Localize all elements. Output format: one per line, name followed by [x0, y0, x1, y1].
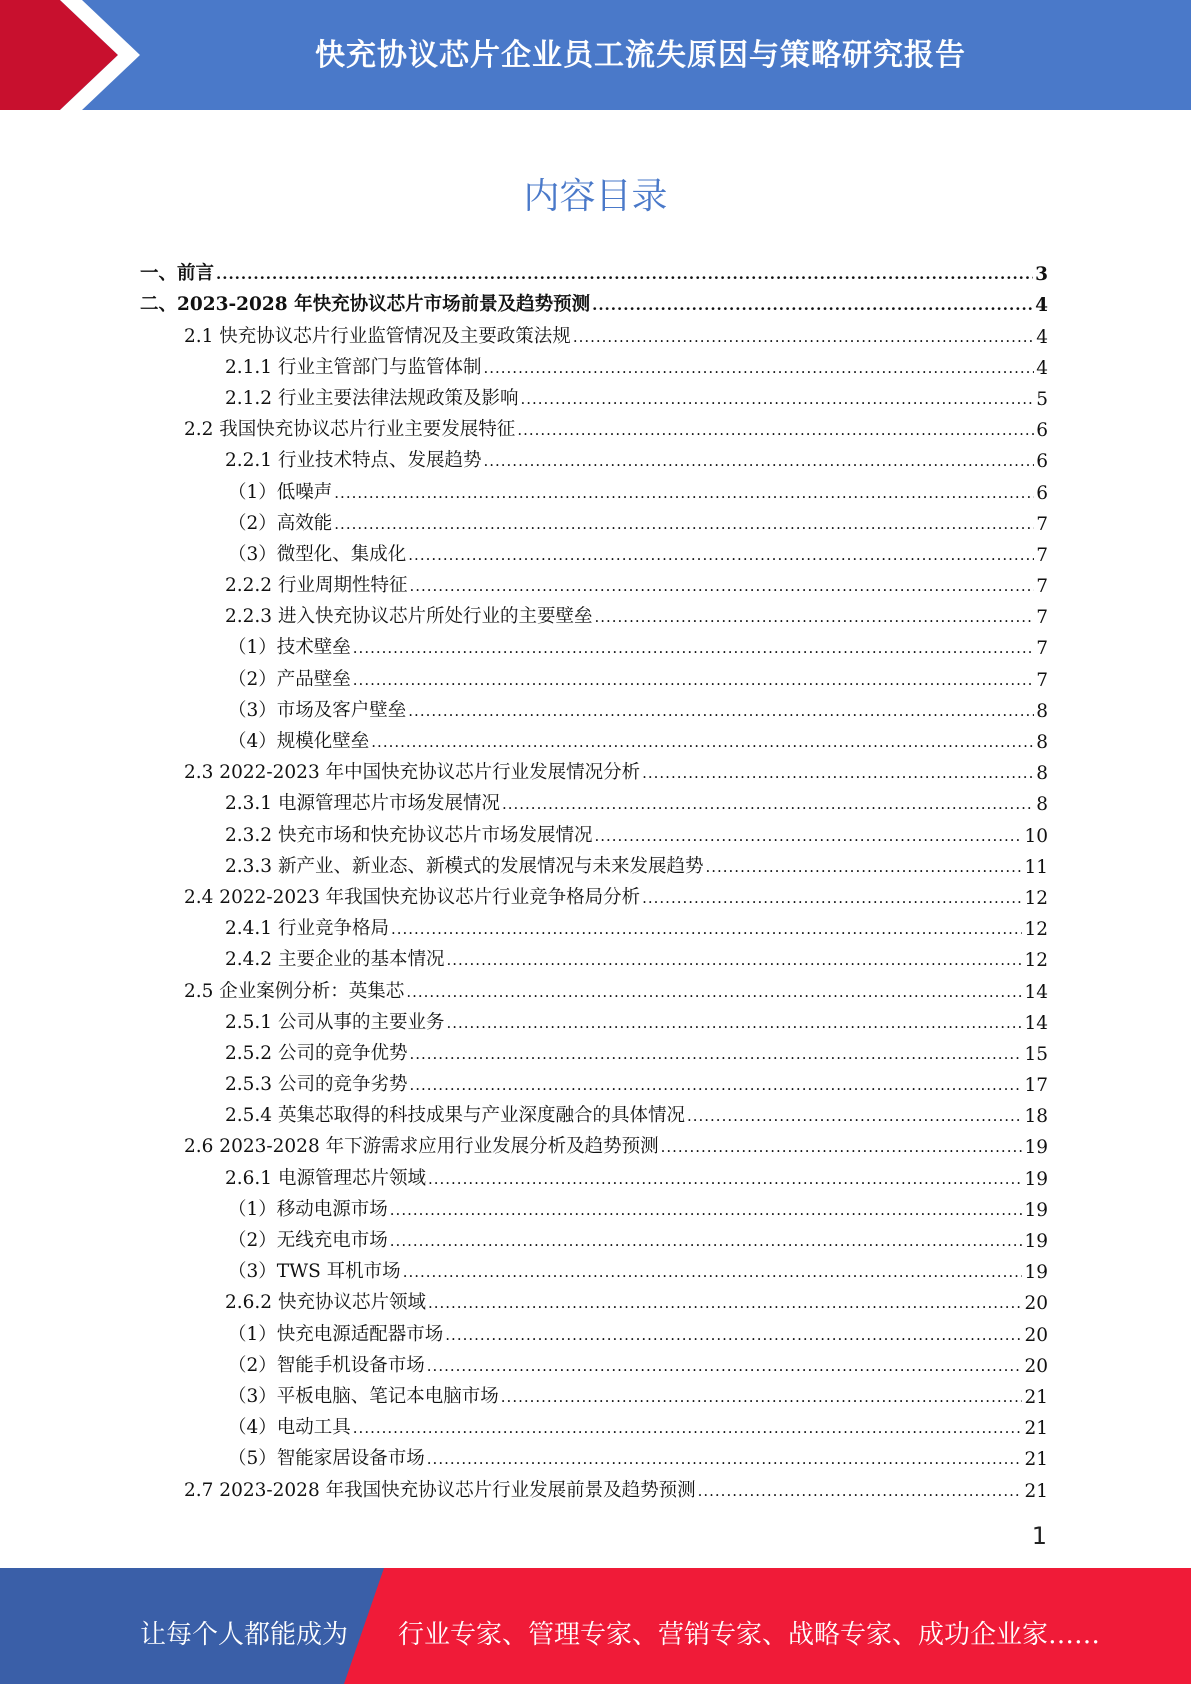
toc-dot-leader [520, 392, 1034, 410]
toc-entry-title: 2.5.2 公司的竞争优势 [225, 1042, 408, 1064]
toc-entry-page: 19 [1024, 1231, 1048, 1252]
toc-entry-title: （3）市场及客户壁垒 [228, 699, 407, 721]
toc-dot-leader [353, 641, 1034, 659]
toc-dot-leader [428, 1172, 1022, 1190]
toc-entry[interactable] [140, 1065, 1048, 1096]
toc-entry[interactable] [140, 1408, 1048, 1439]
toc-entry[interactable] [140, 722, 1048, 753]
toc-entry[interactable] [140, 940, 1048, 971]
toc-entry-title: （1）快充电源适配器市场 [228, 1323, 444, 1345]
toc-entry-title: （1）低噪声 [228, 481, 333, 503]
toc-entry[interactable] [140, 878, 1048, 909]
toc-dot-leader [409, 579, 1034, 597]
toc-entry-title: （3）平板电脑、笔记本电脑市场 [228, 1385, 499, 1407]
toc-entry-title: （2）高效能 [228, 512, 333, 534]
toc-entry[interactable] [140, 1158, 1048, 1189]
toc-entry[interactable] [140, 566, 1048, 597]
toc-entry-title: 2.1.2 行业主要法律法规政策及影响 [225, 387, 519, 409]
toc-entry-page: 19 [1024, 1199, 1048, 1221]
toc-entry-page: 8 [1036, 732, 1048, 753]
toc-dot-leader [216, 267, 1033, 285]
toc-dot-leader [687, 1109, 1022, 1127]
toc-entry-title: 二、2023-2028 年快充协议芯片市场前景及趋势预测 [140, 294, 591, 316]
toc-entry-page: 20 [1024, 1293, 1048, 1315]
toc-entry[interactable] [140, 1221, 1048, 1252]
toc-entry[interactable] [140, 1096, 1048, 1127]
toc-dot-leader [705, 860, 1022, 878]
toc-dot-leader [428, 1296, 1022, 1314]
toc-dot-leader [445, 1328, 1022, 1346]
toc-entry-page: 21 [1024, 1480, 1048, 1502]
toc-entry-title: （2）产品壁垒 [228, 668, 351, 690]
toc-entry[interactable] [140, 753, 1048, 784]
toc-dot-leader [427, 1359, 1023, 1377]
toc-entry[interactable] [140, 472, 1048, 503]
toc-entry[interactable] [140, 691, 1048, 722]
toc-entry-page: 7 [1036, 669, 1048, 691]
toc-entry-title: 2.2.2 行业周期性特征 [225, 575, 408, 597]
toc-entry-title: 2.1.1 行业主管部门与监管体制 [225, 356, 482, 378]
toc-entry[interactable] [140, 659, 1048, 690]
toc-entry[interactable] [140, 1252, 1048, 1283]
toc-entry-page: 20 [1024, 1324, 1048, 1346]
toc-dot-leader [517, 423, 1034, 441]
toc-dot-leader [403, 1265, 1023, 1283]
toc-entry-title: 2.5.1 公司从事的主要业务 [225, 1011, 445, 1033]
toc-entry-page: 6 [1036, 451, 1048, 473]
toc-entry-title: 2.6.1 电源管理芯片领域 [225, 1167, 426, 1189]
toc-entry-title: 2.3.3 新产业、新业态、新模式的发展情况与未来发展趋势 [225, 855, 704, 877]
toc-dot-leader [594, 610, 1034, 628]
toc-dot-leader [573, 330, 1034, 348]
toc-entry-title: 2.1 快充协议芯片行业监管情况及主要政策法规 [184, 325, 571, 347]
toc-entry[interactable] [140, 285, 1048, 316]
toc-entry[interactable] [140, 597, 1048, 628]
toc-entry-title: 2.5 企业案例分析：英集芯 [184, 980, 405, 1002]
toc-dot-leader [446, 1016, 1022, 1034]
toc-dot-leader [390, 1203, 1023, 1221]
toc-entry-page: 8 [1036, 700, 1048, 722]
toc-dot-leader [483, 454, 1034, 472]
toc-dot-leader [353, 673, 1034, 691]
toc-entry[interactable] [140, 441, 1048, 472]
toc-entry[interactable] [140, 410, 1048, 441]
toc-entry-title: （1）技术壁垒 [228, 637, 351, 659]
toc-dot-leader [483, 361, 1034, 379]
toc-entry[interactable] [140, 1003, 1048, 1034]
toc-dot-leader [371, 735, 1034, 753]
toc-entry[interactable] [140, 1314, 1048, 1345]
toc-dot-leader [698, 1484, 1023, 1502]
toc-entry-page: 7 [1036, 638, 1048, 660]
toc-entry[interactable] [140, 1439, 1048, 1470]
toc-dot-leader [642, 766, 1034, 784]
toc-entry-page: 18 [1024, 1106, 1048, 1128]
toc-entry-page: 12 [1024, 887, 1048, 909]
toc-entry-title: 2.6 2023-2028 年下游需求应用行业发展分析及趋势预测 [184, 1136, 659, 1158]
toc-entry-page: 7 [1036, 544, 1048, 566]
toc-entry-page: 10 [1024, 825, 1048, 847]
toc-entry-title: （2）无线充电市场 [228, 1230, 388, 1251]
toc-entry-title: 2.3.2 快充市场和快充协议芯片市场发展情况 [225, 824, 593, 846]
toc-entry[interactable] [140, 1377, 1048, 1408]
toc-entry-title: （3）微型化、集成化 [228, 543, 407, 565]
toc-entry[interactable] [140, 1034, 1048, 1065]
toc-entry-page: 12 [1024, 950, 1048, 972]
toc-entry-page: 3 [1035, 264, 1048, 286]
toc-dot-leader [501, 1390, 1023, 1408]
toc-dot-leader [353, 1421, 1023, 1439]
page-footer [0, 1568, 1191, 1684]
toc-dot-leader [408, 704, 1034, 722]
toc-entry-title: （4）电动工具 [228, 1417, 351, 1439]
toc-entry-title: （3）TWS 耳机市场 [228, 1261, 401, 1283]
report-title: 快充协议芯片企业员工流失原因与策略研究报告 [315, 38, 966, 73]
toc-entry-page: 6 [1036, 420, 1048, 442]
toc-entry-title: 2.3 2022-2023 年中国快充协议芯片行业发展情况分析 [184, 762, 641, 784]
toc-entry[interactable] [140, 784, 1048, 815]
toc-entry[interactable] [140, 815, 1048, 846]
toc-entry-page: 19 [1024, 1262, 1048, 1284]
toc-entry-title: 2.4.1 行业竞争格局 [225, 918, 389, 940]
toc-entry-page: 21 [1024, 1418, 1048, 1440]
toc-entry[interactable] [140, 316, 1048, 347]
toc-entry[interactable] [140, 348, 1048, 379]
toc-entry-page: 19 [1024, 1168, 1048, 1190]
footer-slogan-right: 行业专家、管理专家、营销专家、战略专家、成功企业家…… [398, 1620, 1101, 1650]
toc-entry-page: 5 [1036, 388, 1048, 410]
footer-slogan-left: 让每个人都能成为 [140, 1620, 349, 1650]
page-header [0, 0, 1191, 110]
toc-entry[interactable] [140, 254, 1048, 285]
toc-entry-page: 4 [1036, 357, 1048, 379]
toc-dot-leader [446, 953, 1022, 971]
toc-entry-title: 2.4 2022-2023 年我国快充协议芯片行业竞争格局分析 [184, 886, 641, 908]
toc-entry-page: 6 [1036, 482, 1048, 504]
toc-entry-page: 7 [1036, 607, 1048, 629]
toc-heading: 内容目录 [523, 176, 668, 217]
toc-entry-page: 21 [1024, 1449, 1048, 1471]
toc-entry-page: 8 [1036, 763, 1048, 785]
toc-dot-leader [406, 985, 1022, 1003]
toc-entry-title: （5）智能家居设备市场 [228, 1448, 425, 1470]
toc-dot-leader [334, 486, 1034, 504]
toc-entry-page: 15 [1024, 1043, 1048, 1065]
toc-entry[interactable] [140, 909, 1048, 940]
toc-entry-page: 7 [1036, 513, 1048, 535]
toc-dot-leader [502, 797, 1034, 815]
toc-entry-page: 14 [1024, 981, 1048, 1003]
toc-entry[interactable] [140, 1127, 1048, 1158]
toc-dot-leader [390, 1234, 1023, 1252]
toc-entry[interactable] [140, 1346, 1048, 1377]
toc-entry[interactable] [140, 847, 1048, 878]
toc-entry-title: 2.2 我国快充协议芯片行业主要发展特征 [184, 419, 516, 441]
toc-entry-title: （2）智能手机设备市场 [228, 1354, 425, 1376]
toc-entry[interactable] [140, 971, 1048, 1002]
toc-entry-title: 2.5.4 英集芯取得的科技成果与产业深度融合的具体情况 [225, 1105, 685, 1127]
toc-entry-title: 2.5.3 公司的竞争劣势 [225, 1074, 408, 1096]
toc-dot-leader [642, 891, 1022, 909]
toc-entry-title: 2.2.1 行业技术特点、发展趋势 [225, 450, 482, 472]
toc-entry-title: 2.4.2 主要企业的基本情况 [225, 949, 445, 971]
toc-entry[interactable] [140, 535, 1048, 566]
toc-entry-page: 11 [1024, 856, 1048, 878]
toc-dot-leader [334, 517, 1034, 535]
toc-entry-title: （4）规模化壁垒 [228, 731, 370, 752]
toc-entry-title: 2.6.2 快充协议芯片领域 [225, 1292, 426, 1314]
toc-entry-page: 20 [1024, 1355, 1048, 1377]
toc-entry-page: 19 [1024, 1137, 1048, 1159]
toc-entry-title: 2.7 2023-2028 年我国快充协议芯片行业发展前景及趋势预测 [184, 1479, 696, 1501]
toc-entry-page: 21 [1024, 1386, 1048, 1408]
toc-dot-leader [409, 1078, 1022, 1096]
toc-entry[interactable] [140, 1283, 1048, 1314]
toc-dot-leader [391, 922, 1022, 940]
page-number: 1 [1031, 1522, 1047, 1550]
toc-entry-page: 12 [1024, 919, 1048, 941]
toc-entry-page: 14 [1024, 1012, 1048, 1034]
toc-dot-leader [408, 548, 1034, 566]
toc-entry-page: 8 [1036, 794, 1048, 816]
toc-entry-page: 4 [1036, 326, 1048, 348]
toc-entry-title: 一、前言 [140, 263, 215, 285]
toc-entry-page: 17 [1024, 1075, 1048, 1097]
toc-entry-page: 4 [1035, 295, 1048, 317]
toc-entry[interactable] [140, 504, 1048, 535]
toc-dot-leader [592, 298, 1033, 316]
table-of-contents [140, 254, 1048, 1502]
toc-entry[interactable] [140, 628, 1048, 659]
toc-entry-page: 7 [1036, 576, 1048, 598]
toc-dot-leader [409, 1047, 1022, 1065]
toc-entry[interactable] [140, 379, 1048, 410]
toc-entry-title: （1）移动电源市场 [228, 1198, 388, 1220]
toc-dot-leader [661, 1140, 1023, 1158]
toc-entry-title: 2.3.1 电源管理芯片市场发展情况 [225, 793, 500, 815]
toc-entry[interactable] [140, 1190, 1048, 1221]
toc-entry-title: 2.2.3 进入快充协议芯片所处行业的主要壁垒 [225, 606, 593, 628]
toc-entry[interactable] [140, 1470, 1048, 1501]
toc-dot-leader [427, 1452, 1023, 1470]
toc-dot-leader [594, 829, 1022, 847]
